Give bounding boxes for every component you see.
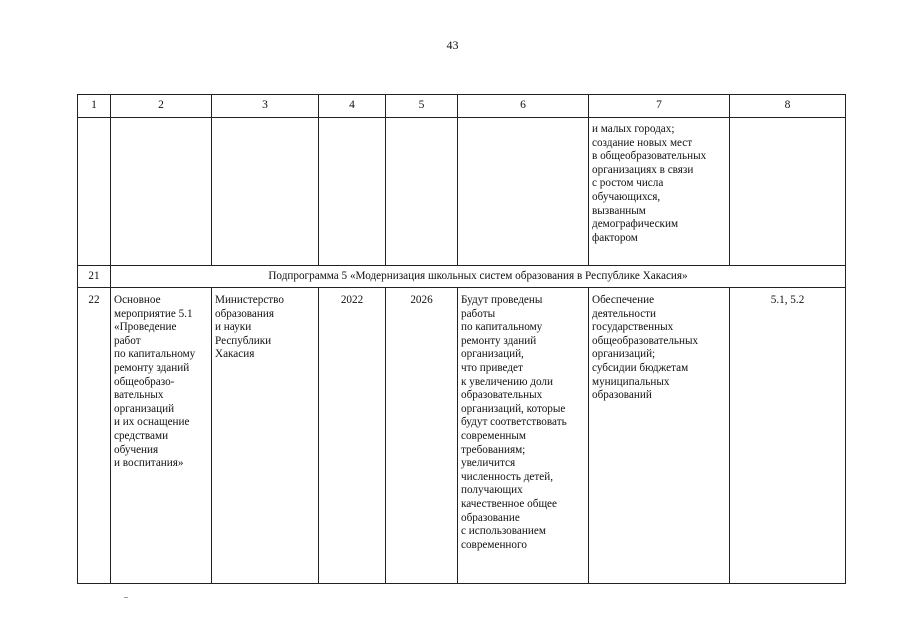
text-line: образование xyxy=(461,511,520,524)
header-col-4: 4 xyxy=(319,95,386,118)
text-line: «Проведение xyxy=(114,321,177,334)
text-line: с использованием xyxy=(461,525,546,538)
end-year-cell: 2026 xyxy=(386,288,458,584)
subprogram-title: Подпрограмма 5 «Модернизация школьных систем образования в Республике Хакасия» xyxy=(111,266,846,288)
text-line: и воспитания» xyxy=(114,457,184,470)
text-line: организациях в связи xyxy=(592,163,694,176)
text-line: демографическим xyxy=(592,218,679,231)
continuation-row xyxy=(78,118,846,266)
header-col-5: 5 xyxy=(386,95,458,118)
header-col-6: 6 xyxy=(458,95,589,118)
scan-speck xyxy=(124,597,128,598)
text-line: работ xyxy=(114,334,141,347)
text-line: современного xyxy=(461,538,527,551)
text-line: получающих xyxy=(461,484,523,497)
cell xyxy=(730,118,846,266)
header-col-1: 1 xyxy=(78,95,111,118)
text-line: вательных xyxy=(114,389,164,402)
text-line: требованиям; xyxy=(461,443,526,456)
text-line: общеобразовательных xyxy=(592,334,699,347)
header-row xyxy=(78,95,846,118)
text-line: численность детей, xyxy=(461,470,554,483)
cell xyxy=(458,118,589,266)
text-line: будут соответствовать xyxy=(461,416,567,429)
header-col-2: 2 xyxy=(111,95,212,118)
page-number: 43 xyxy=(446,38,459,52)
text-line: образований xyxy=(592,389,652,402)
cell xyxy=(111,118,212,266)
text-line: средствами xyxy=(114,429,169,442)
text-line: Хакасия xyxy=(215,348,255,361)
executor-cell xyxy=(212,288,319,584)
text-line: ремонту зданий xyxy=(461,334,537,347)
text-line: Основное xyxy=(114,294,161,306)
row-number: 22 xyxy=(78,288,111,584)
text-line: современным xyxy=(461,429,527,442)
text-line: государственных xyxy=(592,321,674,334)
text-line: Будут проведены xyxy=(461,294,543,306)
text-line: к увеличению доли xyxy=(461,375,554,388)
cell xyxy=(386,118,458,266)
cell xyxy=(78,118,111,266)
activity-cell xyxy=(111,288,212,584)
text-line: ремонту зданий xyxy=(114,361,190,374)
cell xyxy=(319,118,386,266)
text-line: муниципальных xyxy=(592,375,670,388)
text-line: мероприятие 5.1 xyxy=(114,307,193,320)
header-col-8: 8 xyxy=(730,95,846,118)
text-line: Министерство xyxy=(215,294,284,306)
text-line: работы xyxy=(461,307,496,320)
text-line: и малых городах; xyxy=(592,123,675,135)
text-line: Республики xyxy=(215,334,272,347)
text-line: по капитальному xyxy=(114,348,196,361)
text-line: организаций; xyxy=(592,348,656,361)
subprogram-row xyxy=(78,266,846,288)
text-line: что приведет xyxy=(461,361,523,374)
text-line: общеобразо- xyxy=(114,375,175,388)
program-table xyxy=(77,94,846,584)
text-line: в общеобразовательных xyxy=(592,150,707,163)
text-line: с ростом числа xyxy=(592,177,664,190)
result-cell xyxy=(458,288,589,584)
purpose-cell xyxy=(589,288,730,584)
text-line: вызванным xyxy=(592,204,646,217)
text-line: Обеспечение xyxy=(592,294,655,306)
text-line: организаций, которые xyxy=(461,402,566,415)
text-line: организаций, xyxy=(461,348,524,361)
text-line: качественное общее xyxy=(461,497,557,510)
text-line: образования xyxy=(215,307,275,320)
text-line: фактором xyxy=(592,231,638,244)
text-line: деятельности xyxy=(592,307,657,320)
text-line: образовательных xyxy=(461,389,543,402)
text-line: создание новых мест xyxy=(592,136,693,149)
text-line: увеличится xyxy=(461,457,516,470)
text-line: организаций xyxy=(114,402,175,415)
text-line: и их оснащение xyxy=(114,416,190,429)
text-line: субсидии бюджетам xyxy=(592,361,689,374)
continuation-purpose-cell xyxy=(589,118,730,266)
cell xyxy=(212,118,319,266)
text-line: обучающихся, xyxy=(592,190,661,203)
start-year-cell: 2022 xyxy=(319,288,386,584)
header-col-3: 3 xyxy=(212,95,319,118)
header-col-7: 7 xyxy=(589,95,730,118)
activity-row xyxy=(78,288,846,584)
subprogram-number: 21 xyxy=(78,266,111,288)
text-line: обучения xyxy=(114,443,159,456)
indicators-cell: 5.1, 5.2 xyxy=(730,288,846,584)
text-line: по капитальному xyxy=(461,321,543,334)
text-line: и науки xyxy=(215,321,252,334)
